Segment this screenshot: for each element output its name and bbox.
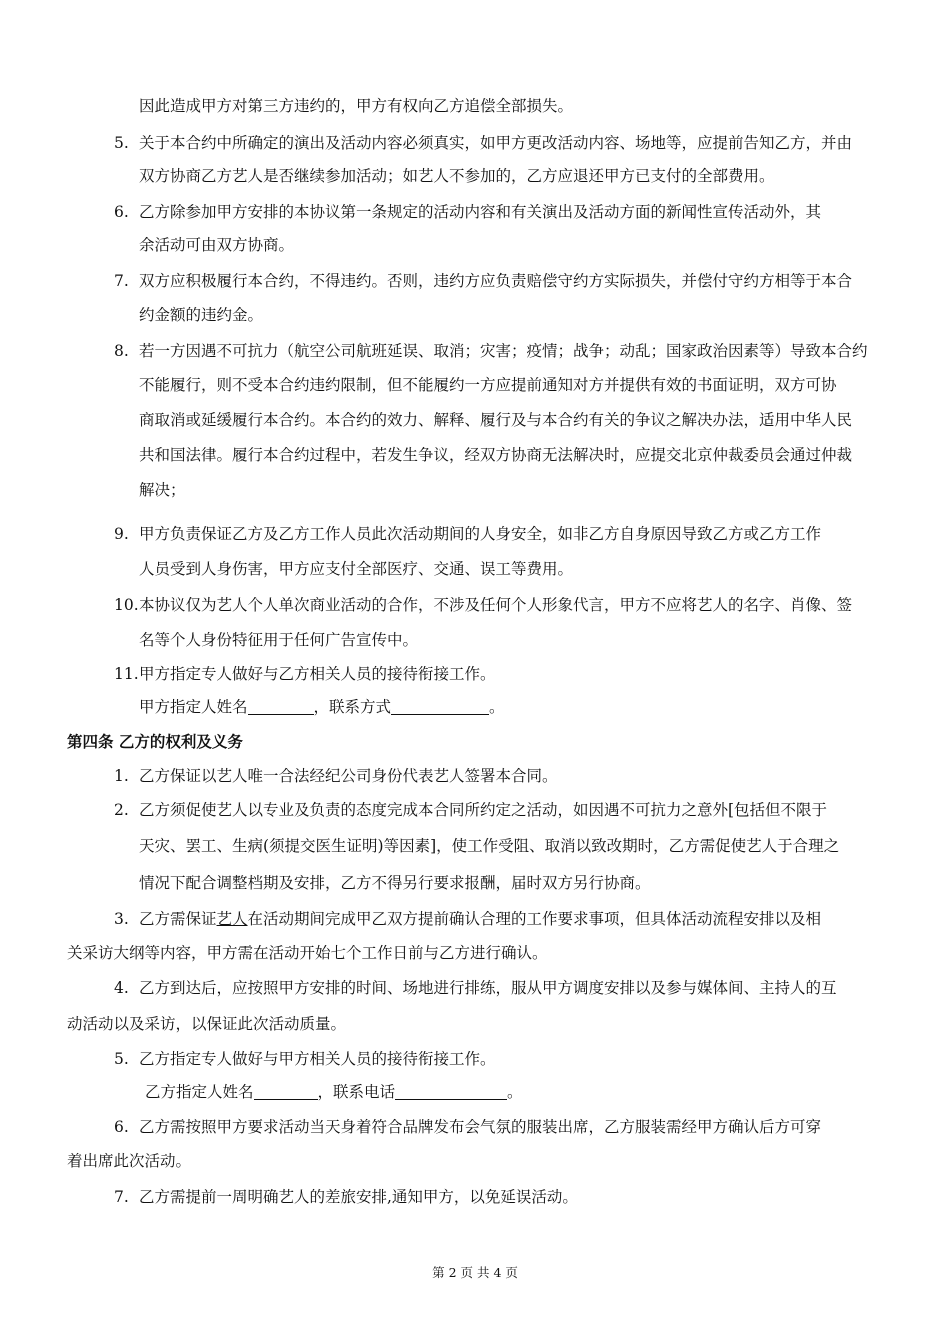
list-number: 5. (114, 1050, 129, 1068)
list-item-line: 乙方需提前一周明确艺人的差旅安排,通知甲方，以免延误活动。 (139, 1188, 578, 1206)
list-item-line: 乙方须促使艺人以专业及负责的态度完成本合同所约定之活动，如因遇不可抗力之意外[包括但不限于 (139, 801, 828, 819)
text-run: 乙方需保证 (139, 910, 217, 928)
list-number: 3. (114, 910, 129, 928)
list-item-line: 动活动以及采访，以保证此次活动质量。 (67, 1015, 347, 1033)
underlined-text: 艺人 (216, 910, 248, 928)
contact-method-label: ，联系方式 (313, 698, 392, 716)
party-b-contact-line (145, 1081, 523, 1103)
list-number: 9. (114, 525, 129, 543)
list-item-line: 共和国法律。履行本合约过程中，若发生争议，经双方协商无法解决时，应提交北京仲裁委员会通过仲裁 (139, 446, 853, 464)
list-item-line (139, 908, 821, 930)
list-item-line: 解决； (139, 481, 186, 499)
list-item-line: 甲方指定专人做好与乙方相关人员的接待衔接工作。 (139, 665, 496, 683)
list-number: 11. (114, 665, 139, 683)
list-item-line: 双方应积极履行本合约，不得违约。否则，违约方应负责赔偿守约方实际损失，并偿付守约方相等于本合 (139, 272, 853, 290)
contact-name-label: 乙方指定人姓名 (145, 1083, 254, 1101)
list-number: 8. (114, 342, 129, 360)
list-item-line: 天灾、罢工、生病(须提交医生证明)等因素]，使工作受阻、取消以致改期时，乙方需促使艺人于合理之 (139, 837, 840, 855)
contact-name-blank (254, 1083, 318, 1100)
list-item-line: 名等个人身份特征用于任何广告宣传中。 (139, 631, 419, 649)
contact-name-label: 甲方指定人姓名 (139, 698, 248, 716)
list-item-line: 不能履行，则不受本合约违约限制，但不能履约一方应提前通知对方并提供有效的书面证明，双方可协 (139, 376, 837, 394)
contact-name-blank (248, 698, 314, 715)
party-a-contact-line (139, 696, 505, 718)
contact-phone-blank (395, 1083, 507, 1100)
list-item-line: 乙方到达后，应按照甲方安排的时间、场地进行排练，服从甲方调度安排以及参与媒体间、主持人的互 (139, 979, 837, 997)
list-number: 10. (114, 596, 139, 614)
page-number-footer: 第 2 页 共 4 页 (432, 1265, 518, 1280)
sentence-end: 。 (507, 1083, 523, 1101)
list-item-line: 乙方需按照甲方要求活动当天身着符合品牌发布会气氛的服装出席，乙方服装需经甲方确认后方可穿 (139, 1118, 822, 1136)
list-number: 4. (114, 979, 129, 997)
paragraph-line: 因此造成甲方对第三方违约的，甲方有权向乙方追偿全部损失。 (139, 97, 574, 115)
list-item-line: 乙方除参加甲方安排的本协议第一条规定的活动内容和有关演出及活动方面的新闻性宣传活动外，其 (139, 203, 822, 221)
list-number: 6. (114, 203, 129, 221)
list-item-line: 情况下配合调整档期及安排，乙方不得另行要求报酬，届时双方另行协商。 (139, 874, 651, 892)
list-number: 7. (114, 272, 129, 290)
list-item-line: 着出席此次活动。 (67, 1152, 192, 1170)
list-item-line: 乙方指定专人做好与甲方相关人员的接待衔接工作。 (139, 1050, 496, 1068)
list-number: 2. (114, 801, 129, 819)
list-item-line: 关于本合约中所确定的演出及活动内容必须真实，如甲方更改活动内容、场地等，应提前告知乙方，并由 (139, 134, 853, 152)
list-item-line: 余活动可由双方协商。 (139, 236, 295, 254)
list-item-line: 商取消或延缓履行本合约。本合约的效力、解释、履行及与本合约有关的争议之解决办法，适用中华人民 (139, 411, 853, 429)
list-number: 6. (114, 1118, 129, 1136)
contact-phone-label: ，联系电话 (317, 1083, 396, 1101)
sentence-end: 。 (489, 698, 505, 716)
list-item-line: 甲方负责保证乙方及乙方工作人员此次活动期间的人身安全，如非乙方自身原因导致乙方或乙方工作 (139, 525, 822, 543)
list-item-line: 人员受到人身伤害，甲方应支付全部医疗、交通、误工等费用。 (139, 560, 574, 578)
list-number: 5. (114, 134, 129, 152)
list-item-line: 双方协商乙方艺人是否继续参加活动；如艺人不参加的，乙方应退还甲方已支付的全部费用。 (139, 167, 775, 185)
list-item-line: 若一方因遇不可抗力（航空公司航班延误、取消；灾害；疫情；战争；动乱；国家政治因素等）导致本合约 (139, 342, 868, 360)
list-number: 1. (114, 767, 129, 785)
contact-method-blank (391, 698, 489, 715)
list-item-line: 乙方保证以艺人唯一合法经纪公司身份代表艺人签署本合同。 (139, 767, 558, 785)
text-run: 在活动期间完成甲乙双方提前确认合理的工作要求事项，但具体活动流程安排以及相 (247, 910, 822, 928)
list-item-line: 本协议仅为艺人个人单次商业活动的合作，不涉及任何个人形象代言，甲方不应将艺人的名字、肖像、签 (139, 596, 853, 614)
list-item-line: 约金额的违约金。 (139, 306, 264, 324)
section-heading: 第四条 乙方的权利及义务 (67, 733, 243, 751)
list-item-line: 关采访大纲等内容，甲方需在活动开始七个工作日前与乙方进行确认。 (67, 944, 548, 962)
list-number: 7. (114, 1188, 129, 1206)
